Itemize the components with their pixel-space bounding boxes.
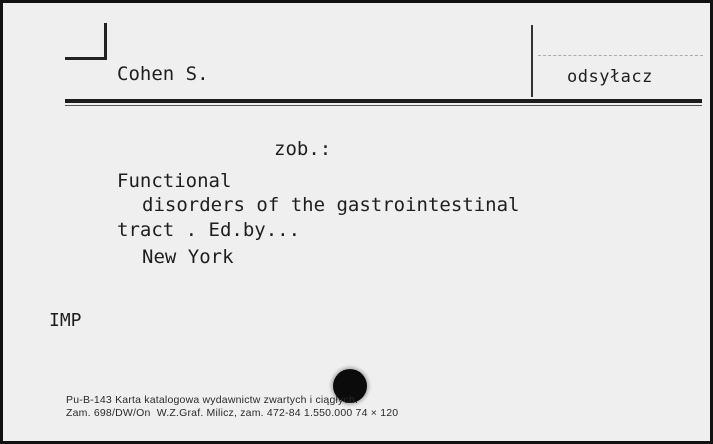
header-rule-thin [65, 105, 702, 106]
title-line-3: tract . Ed.by... [117, 219, 301, 241]
footer-line-2: Zam. 698/DW/On W.Z.Graf. Milicz, zam. 472-84 1.550.000 74 × 120 [66, 407, 399, 419]
title-line-2: disorders of the gastrointestinal [142, 194, 520, 216]
see-reference: zob.: [274, 138, 332, 160]
footer-line-1: Pu-B-143 Karta katalogowa wydawnictw zwartych i ciągłych. [66, 394, 359, 406]
title-line-1: Functional [117, 170, 232, 192]
faint-dashed-line [538, 55, 703, 56]
header-rule-thick [65, 99, 702, 103]
title-line-4: New York [142, 246, 234, 268]
corner-mark-horizontal [65, 57, 107, 60]
header-divider [531, 25, 533, 97]
shelf-mark: IMP [49, 310, 82, 331]
card-type-label: odsyłacz [567, 67, 653, 87]
author-name: Cohen S. [117, 63, 209, 85]
corner-mark-vertical [104, 23, 107, 59]
